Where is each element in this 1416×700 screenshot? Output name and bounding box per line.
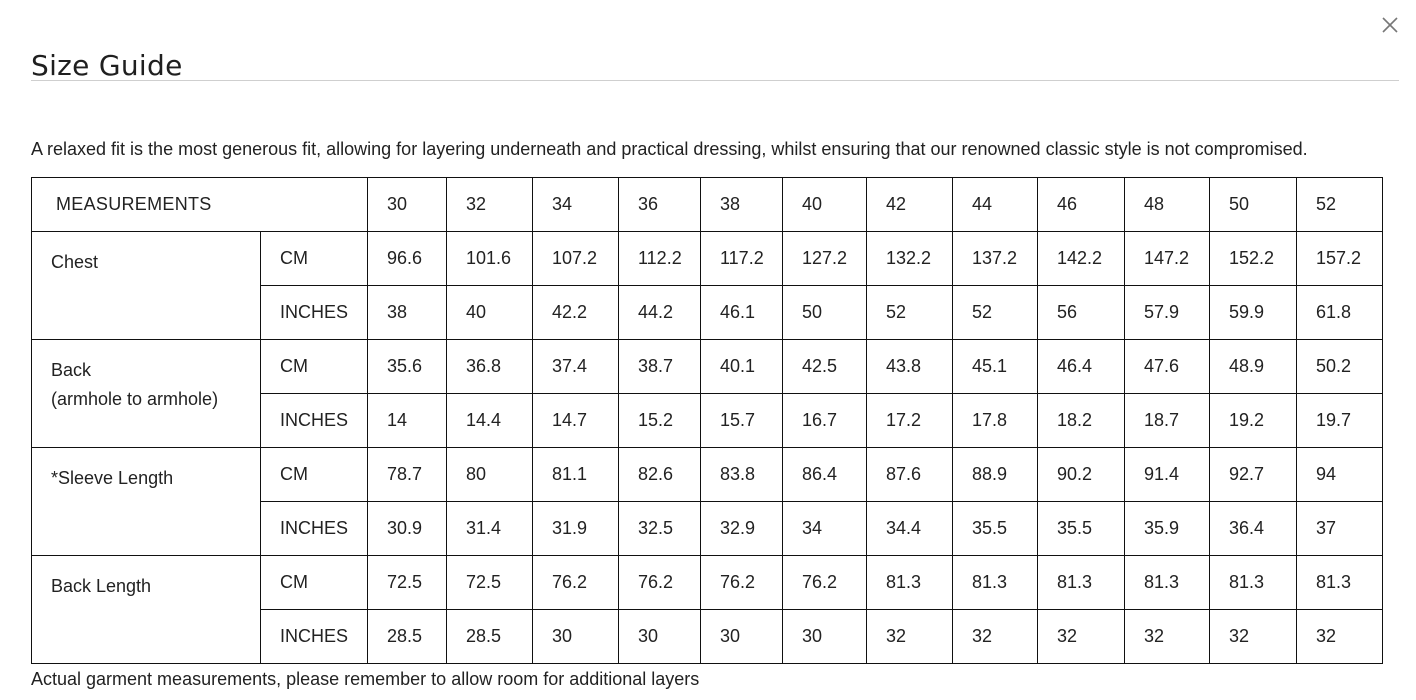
title-divider [31,80,1399,81]
size-header: 40 [783,178,867,232]
table-row [32,448,1383,502]
value-cell: 35.6 [368,340,447,394]
dialog-title: Size Guide [31,48,183,82]
table-row [32,556,1383,610]
value-cell: 28.5 [368,610,447,664]
unit-cell: INCHES [261,394,368,448]
value-cell: 18.2 [1038,394,1125,448]
value-cell: 36.4 [1210,502,1297,556]
value-cell: 72.5 [368,556,447,610]
measurement-label [32,232,261,340]
value-cell: 96.6 [368,232,447,286]
value-cell: 38 [368,286,447,340]
value-cell: 59.9 [1210,286,1297,340]
value-cell: 76.2 [783,556,867,610]
value-cell: 152.2 [1210,232,1297,286]
measurement-label [32,340,261,448]
value-cell: 36.8 [447,340,533,394]
size-header: 48 [1125,178,1210,232]
value-cell: 31.9 [533,502,619,556]
value-cell: 32 [1038,610,1125,664]
value-cell: 50 [783,286,867,340]
size-header: 38 [701,178,783,232]
value-cell: 34 [783,502,867,556]
value-cell: 38.7 [619,340,701,394]
value-cell: 28.5 [447,610,533,664]
size-header: 50 [1210,178,1297,232]
measurement-label-line: Back Length [51,576,152,596]
value-cell: 94 [1297,448,1383,502]
value-cell: 37.4 [533,340,619,394]
value-cell: 48.9 [1210,340,1297,394]
value-cell: 46.4 [1038,340,1125,394]
value-cell: 32 [867,610,953,664]
unit-cell: CM [261,232,368,286]
value-cell: 17.8 [953,394,1038,448]
close-button[interactable] [1379,14,1401,36]
value-cell: 40 [447,286,533,340]
size-header: 32 [447,178,533,232]
value-cell: 32 [1210,610,1297,664]
size-header: 52 [1297,178,1383,232]
header-row [32,178,1383,232]
fit-description: A relaxed fit is the most generous fit, allowing for layering underneath and practical dressing, whilst ensuring that our renowned classic style is not compromised. [31,139,1308,159]
size-header: 44 [953,178,1038,232]
value-cell: 52 [867,286,953,340]
size-table [31,177,1383,664]
value-cell: 42.5 [783,340,867,394]
unit-cell: CM [261,556,368,610]
value-cell: 37 [1297,502,1383,556]
measurement-label-line: Back [51,360,92,380]
value-cell: 43.8 [867,340,953,394]
size-header: 42 [867,178,953,232]
value-cell: 34.4 [867,502,953,556]
size-header: 46 [1038,178,1125,232]
value-cell: 30 [619,610,701,664]
size-header: 30 [368,178,447,232]
unit-cell: INCHES [261,502,368,556]
unit-cell: CM [261,448,368,502]
value-cell: 56 [1038,286,1125,340]
value-cell: 83.8 [701,448,783,502]
unit-cell: INCHES [261,286,368,340]
value-cell: 40.1 [701,340,783,394]
value-cell: 32.5 [619,502,701,556]
unit-cell: CM [261,340,368,394]
measurements-header: MEASUREMENTS [32,178,368,232]
value-cell: 15.2 [619,394,701,448]
value-cell: 32.9 [701,502,783,556]
measurement-footnote: Actual garment measurements, please remember to allow room for additional layers [31,669,700,689]
value-cell: 30.9 [368,502,447,556]
value-cell: 30 [533,610,619,664]
value-cell: 31.4 [447,502,533,556]
value-cell: 18.7 [1125,394,1210,448]
value-cell: 44.2 [619,286,701,340]
size-header: 34 [533,178,619,232]
measurement-label-line: Chest [51,252,99,272]
measurement-label-line: *Sleeve Length [51,468,174,488]
value-cell: 80 [447,448,533,502]
value-cell: 90.2 [1038,448,1125,502]
table-row [32,232,1383,286]
value-cell: 132.2 [867,232,953,286]
value-cell: 61.8 [1297,286,1383,340]
value-cell: 30 [783,610,867,664]
value-cell: 92.7 [1210,448,1297,502]
value-cell: 142.2 [1038,232,1125,286]
value-cell: 57.9 [1125,286,1210,340]
value-cell: 52 [953,286,1038,340]
value-cell: 81.3 [1038,556,1125,610]
value-cell: 32 [1297,610,1383,664]
unit-cell: INCHES [261,610,368,664]
value-cell: 137.2 [953,232,1038,286]
size-header: 36 [619,178,701,232]
value-cell: 82.6 [619,448,701,502]
value-cell: 127.2 [783,232,867,286]
value-cell: 81.3 [1125,556,1210,610]
value-cell: 76.2 [701,556,783,610]
value-cell: 81.3 [1210,556,1297,610]
value-cell: 35.9 [1125,502,1210,556]
value-cell: 107.2 [533,232,619,286]
value-cell: 76.2 [533,556,619,610]
value-cell: 15.7 [701,394,783,448]
table-row [32,340,1383,394]
value-cell: 88.9 [953,448,1038,502]
value-cell: 30 [701,610,783,664]
value-cell: 101.6 [447,232,533,286]
value-cell: 42.2 [533,286,619,340]
value-cell: 86.4 [783,448,867,502]
value-cell: 81.3 [867,556,953,610]
value-cell: 147.2 [1125,232,1210,286]
value-cell: 32 [1125,610,1210,664]
value-cell: 47.6 [1125,340,1210,394]
value-cell: 14 [368,394,447,448]
value-cell: 17.2 [867,394,953,448]
value-cell: 16.7 [783,394,867,448]
value-cell: 81.3 [1297,556,1383,610]
value-cell: 14.7 [533,394,619,448]
close-icon [1379,14,1401,36]
measurement-label [32,556,261,664]
value-cell: 76.2 [619,556,701,610]
value-cell: 14.4 [447,394,533,448]
value-cell: 50.2 [1297,340,1383,394]
value-cell: 35.5 [953,502,1038,556]
measurement-label [32,448,261,556]
value-cell: 112.2 [619,232,701,286]
value-cell: 87.6 [867,448,953,502]
value-cell: 35.5 [1038,502,1125,556]
value-cell: 45.1 [953,340,1038,394]
value-cell: 72.5 [447,556,533,610]
measurement-label-line: (armhole to armhole) [51,389,219,409]
value-cell: 78.7 [368,448,447,502]
value-cell: 157.2 [1297,232,1383,286]
value-cell: 19.7 [1297,394,1383,448]
value-cell: 19.2 [1210,394,1297,448]
value-cell: 91.4 [1125,448,1210,502]
value-cell: 117.2 [701,232,783,286]
value-cell: 81.3 [953,556,1038,610]
value-cell: 81.1 [533,448,619,502]
value-cell: 32 [953,610,1038,664]
value-cell: 46.1 [701,286,783,340]
